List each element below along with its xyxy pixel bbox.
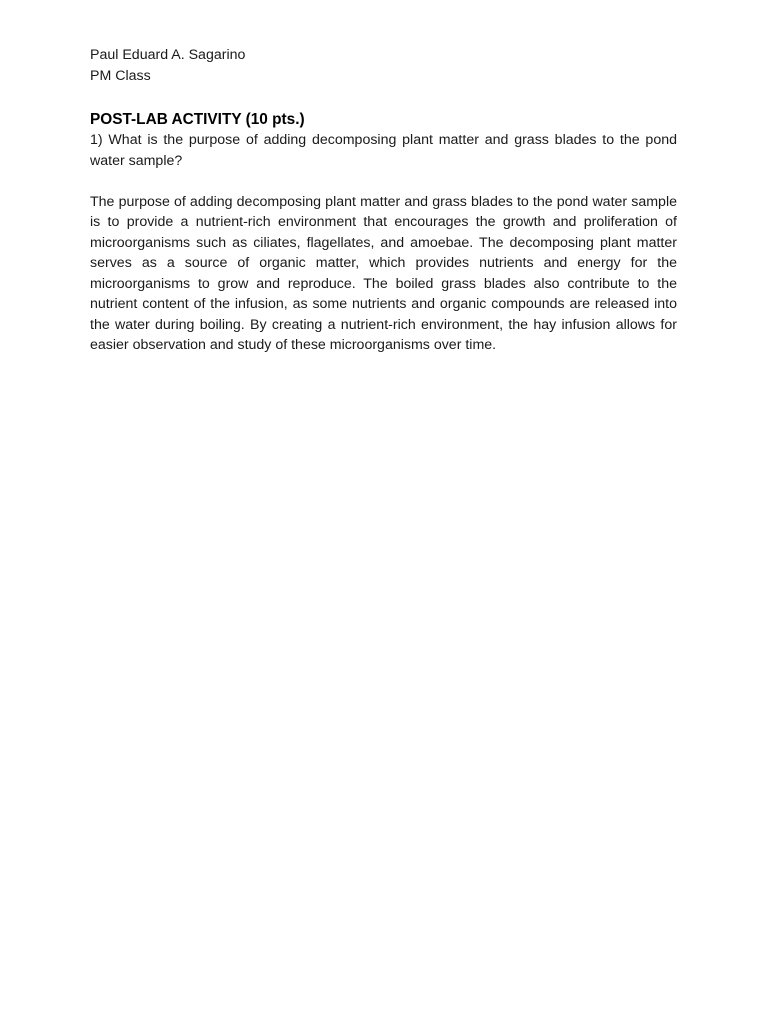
document-body: [90, 45, 677, 356]
answer-paragraph: The purpose of adding decomposing plant matter and grass blades to the pond water sample is to provide a nutrient-rich environment that encourages the growth and proliferation of microorganisms such as ciliates, flagellates, and amoebae. The decomposing plant matter serves as a source of organic matter, which provides nutrients and energy for the microorganisms to grow and reproduce. The boiled grass blades also contribute to the nutrient content of the infusion, as some nutrients and organic compounds are released into the water during boiling. By creating a nutrient-rich environment, the hay infusion allows for easier observation and study of these microorganisms over time.: [90, 193, 677, 353]
activity-title: POST-LAB ACTIVITY (10 pts.): [90, 111, 305, 128]
class-label: PM Class: [90, 67, 151, 84]
question-text: 1) What is the purpose of adding decomposing plant matter and grass blades to the pond water sample?: [90, 132, 677, 169]
author-name: Paul Eduard A. Sagarino: [90, 47, 246, 63]
